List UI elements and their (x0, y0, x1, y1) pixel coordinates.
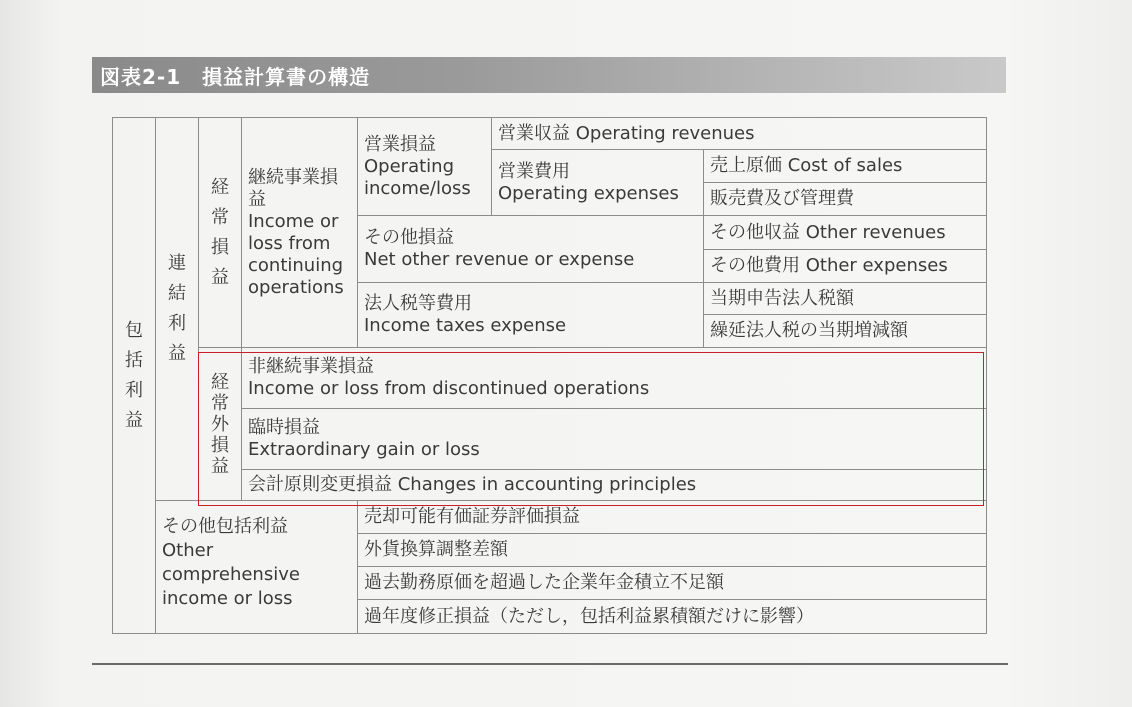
extraordinary-gain-cell: 臨時損益 Extraordinary gain or loss (242, 409, 987, 470)
operating-expenses-cell: 営業費用 Operating expenses (492, 150, 704, 216)
extraordinary-cell: 経常外損益 (199, 348, 242, 501)
comprehensive-income-cell: 包括利益 (113, 118, 156, 634)
cost-of-sales-cell: 売上原価 Cost of sales (704, 150, 987, 183)
continuing-operations-cell: 継続事業損益 Income or loss from continuing operations (242, 118, 358, 348)
other-revenues-cell: その他収益 Other revenues (704, 216, 987, 250)
oci-item: 過去勤務原価を超過した企業年金積立不足額 (358, 567, 987, 600)
operating-revenues-cell: 営業収益 Operating revenues (492, 118, 987, 150)
oci-item: 売却可能有価証券評価損益 (358, 501, 987, 534)
accounting-changes-cell: 会計原則変更損益 Changes in accounting principles (242, 470, 987, 501)
other-expenses-cell: その他費用 Other expenses (704, 250, 987, 283)
consolidated-income-cell: 連結利益 (156, 118, 199, 501)
net-other-cell: その他損益 Net other revenue or expense (358, 216, 704, 283)
discontinued-operations-cell: 非継続事業損益 Income or loss from discontinued operations (242, 348, 987, 409)
figure-title: 図表2-1 損益計算書の構造 (100, 65, 371, 89)
ordinary-income-cell: 経常損益 (199, 118, 242, 348)
operating-income-cell: 営業損益 Operating income/loss (358, 118, 492, 216)
income-taxes-cell: 法人税等費用 Income taxes expense (358, 283, 704, 348)
oci-item: 外貨換算調整差額 (358, 534, 987, 567)
oci-item: 過年度修正損益（ただし，包括利益累積額だけに影響） (358, 600, 987, 634)
income-statement-structure-table (112, 117, 987, 634)
oci-cell: その他包括利益 Other comprehensive income or loss (156, 501, 358, 634)
deferred-tax-cell: 繰延法人税の当期増減額 (704, 315, 987, 348)
figure-title-bar (92, 57, 1006, 93)
current-tax-cell: 当期申告法人税額 (704, 283, 987, 315)
bottom-rule (92, 663, 1008, 665)
sga-cell: 販売費及び管理費 (704, 183, 987, 216)
